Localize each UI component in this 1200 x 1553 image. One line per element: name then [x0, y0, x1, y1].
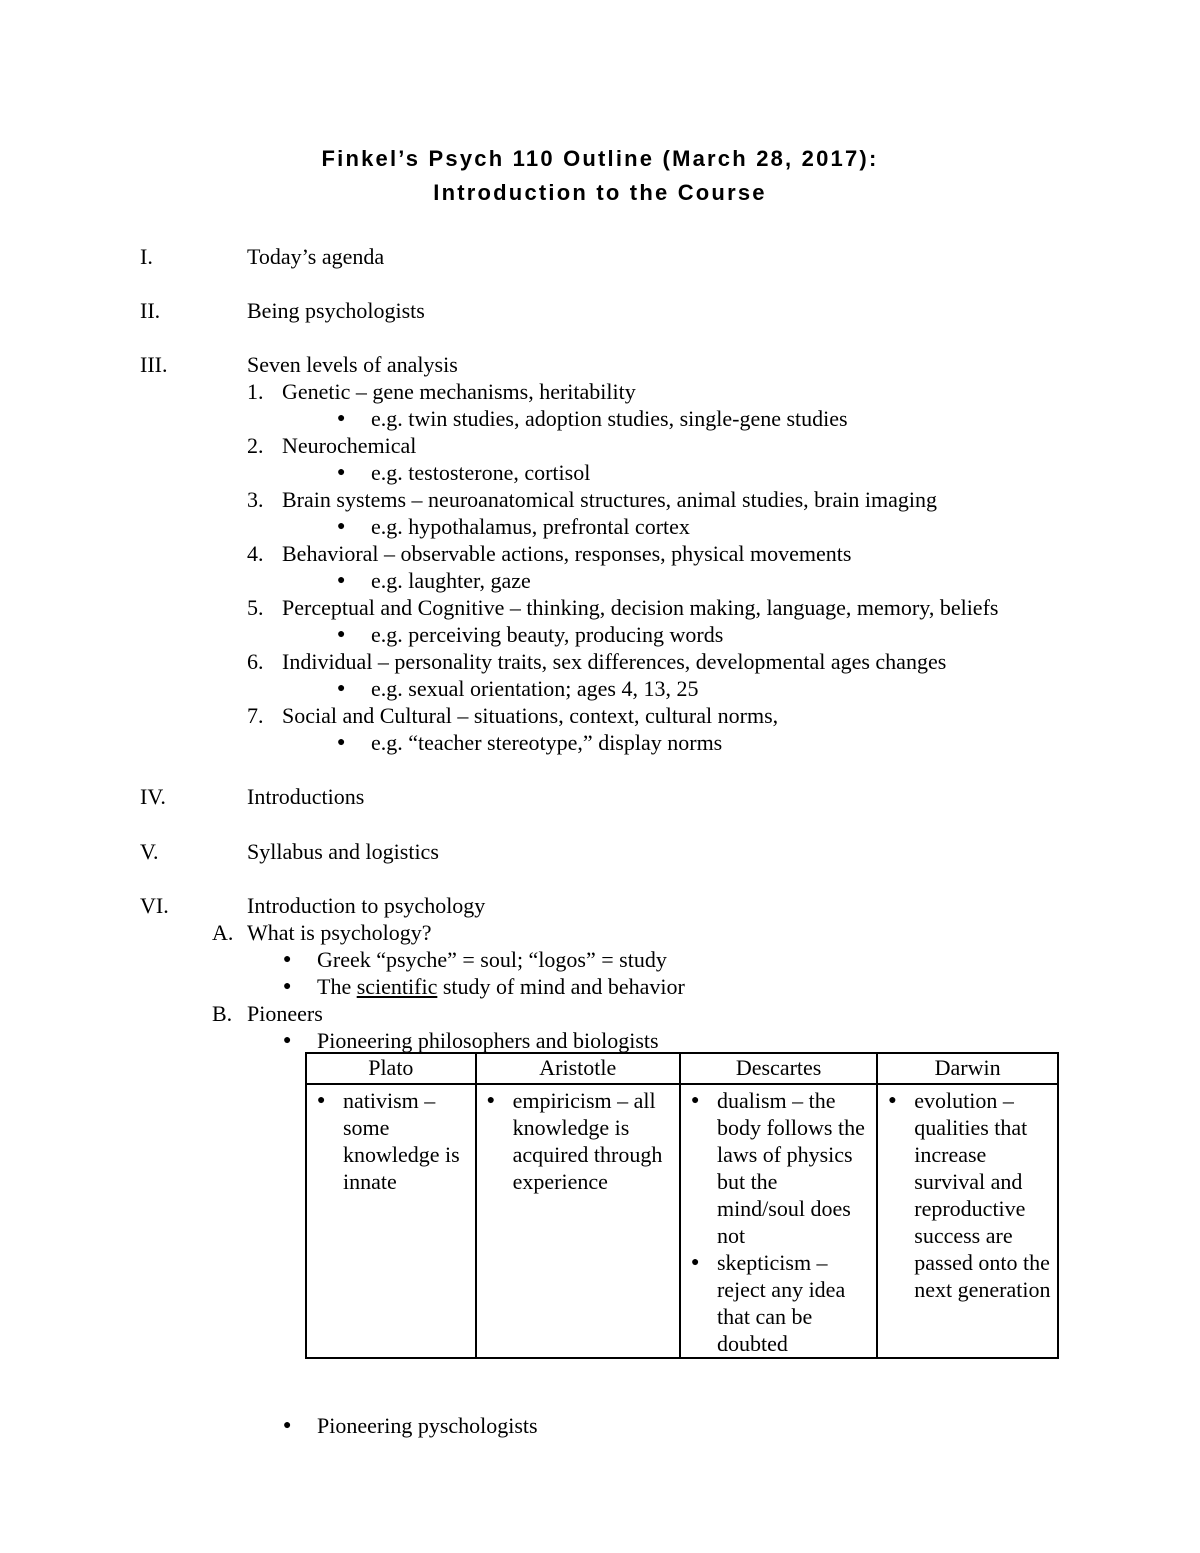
bullet-icon: ●: [283, 979, 292, 994]
level-text: Behavioral – observable actions, responses, physical movements: [282, 541, 852, 566]
section-heading: Introductions: [247, 784, 365, 809]
level-text: Neurochemical: [282, 433, 417, 458]
bullet-icon: ●: [888, 1093, 897, 1108]
section-heading: Seven levels of analysis: [247, 352, 458, 377]
level-example: e.g. laughter, gaze: [371, 568, 531, 593]
bullet-icon: ●: [337, 681, 346, 696]
bullet-icon: ●: [317, 1093, 326, 1108]
table-cell: [306, 1084, 476, 1358]
pioneers-table: [305, 1052, 1059, 1359]
bullet-icon: ●: [283, 1033, 292, 1048]
cell-text: evolution – qualities that increase survival and reproductive success are passed onto the next generation: [914, 1088, 1051, 1302]
level-number: 7.: [247, 703, 264, 728]
level-example: e.g. perceiving beauty, producing words: [371, 622, 724, 647]
level-number: 3.: [247, 487, 264, 512]
bullet-icon: ●: [337, 465, 346, 480]
list-item: [477, 1087, 679, 1195]
document-subtitle: Introduction to the Course: [433, 180, 767, 205]
bullet-icon: ●: [690, 1093, 700, 1108]
table-cell: [877, 1084, 1058, 1358]
list-item: [681, 1087, 876, 1249]
level-text: Perceptual and Cognitive – thinking, decision making, language, memory, beliefs: [282, 595, 999, 620]
bullet-icon: ●: [337, 519, 346, 534]
subsection-heading: What is psychology?: [247, 920, 432, 945]
level-number: 5.: [247, 595, 264, 620]
cell-text: nativism – some knowledge is innate: [343, 1088, 460, 1194]
section-numeral: V.: [140, 839, 159, 864]
document-title: Finkel’s Psych 110 Outline (March 28, 2017):: [321, 146, 879, 171]
bullet-icon: ●: [283, 1418, 292, 1433]
list-item: [878, 1087, 1057, 1303]
bullet-icon: ●: [337, 627, 346, 642]
level-example: e.g. hypothalamus, prefrontal cortex: [371, 514, 690, 539]
level-number: 4.: [247, 541, 264, 566]
bullet-icon: ●: [337, 573, 346, 588]
section-numeral: III.: [140, 352, 168, 377]
section-heading: Syllabus and logistics: [247, 839, 439, 864]
bullet-text-prefix: The: [317, 974, 357, 999]
table-header-row: [306, 1053, 1058, 1084]
level-number: 2.: [247, 433, 264, 458]
cell-text: dualism – the body follows the laws of physics but the mind/soul does not: [716, 1088, 865, 1248]
cell-text: empiricism – all knowledge is acquired through experience: [512, 1088, 663, 1194]
bullet-icon: ●: [337, 411, 346, 426]
table-header-cell: Descartes: [680, 1053, 877, 1084]
level-example: e.g. testosterone, cortisol: [371, 460, 591, 485]
level-example: e.g. “teacher stereotype,” display norms: [371, 730, 723, 755]
subsection-letter: B.: [212, 1001, 233, 1026]
bullet-text: Pioneering philosophers and biologists: [317, 1028, 659, 1053]
bullet-text-suffix: study of mind and behavior: [437, 974, 685, 999]
subsection-letter: A.: [212, 920, 234, 945]
section-numeral: II.: [140, 298, 161, 323]
table-header-cell: Aristotle: [476, 1053, 680, 1084]
level-example: e.g. twin studies, adoption studies, single-gene studies: [371, 406, 848, 431]
list-item: [307, 1087, 475, 1195]
table-header-cell: Darwin: [877, 1053, 1058, 1084]
table-cell: [476, 1084, 680, 1358]
bullet-icon: ●: [690, 1255, 700, 1270]
bullet-icon: ●: [337, 735, 346, 750]
section-heading: Introduction to psychology: [247, 893, 486, 918]
section-numeral: I.: [140, 244, 153, 269]
level-text: Genetic – gene mechanisms, heritability: [282, 379, 636, 404]
level-number: 1.: [247, 379, 264, 404]
level-text: Brain systems – neuroanatomical structures, animal studies, brain imaging: [282, 487, 937, 512]
bullet-text: Greek “psyche” = soul; “logos” = study: [317, 947, 667, 972]
section-heading: Being psychologists: [247, 298, 425, 323]
cell-text: skepticism – reject any idea that can be doubted: [716, 1250, 846, 1356]
section-numeral: IV.: [140, 784, 166, 809]
level-number: 6.: [247, 649, 264, 674]
list-item: [681, 1249, 876, 1357]
section-numeral: VI.: [140, 893, 169, 918]
bullet-text: Pioneering pyschologists: [317, 1413, 538, 1438]
underlined-word: scientific: [356, 974, 438, 999]
level-text: Individual – personality traits, sex differences, developmental ages changes: [282, 649, 947, 674]
table-header-cell: Plato: [306, 1053, 476, 1084]
level-text: Social and Cultural – situations, context, cultural norms,: [282, 703, 779, 728]
table-cell: [680, 1084, 877, 1358]
subsection-heading: Pioneers: [247, 1001, 323, 1026]
table-row: [306, 1084, 1058, 1358]
level-example: e.g. sexual orientation; ages 4, 13, 25: [371, 676, 699, 701]
bullet-text: [317, 973, 685, 1000]
section-heading: Today’s agenda: [247, 244, 385, 269]
bullet-icon: ●: [283, 952, 292, 967]
bullet-icon: ●: [486, 1093, 496, 1108]
